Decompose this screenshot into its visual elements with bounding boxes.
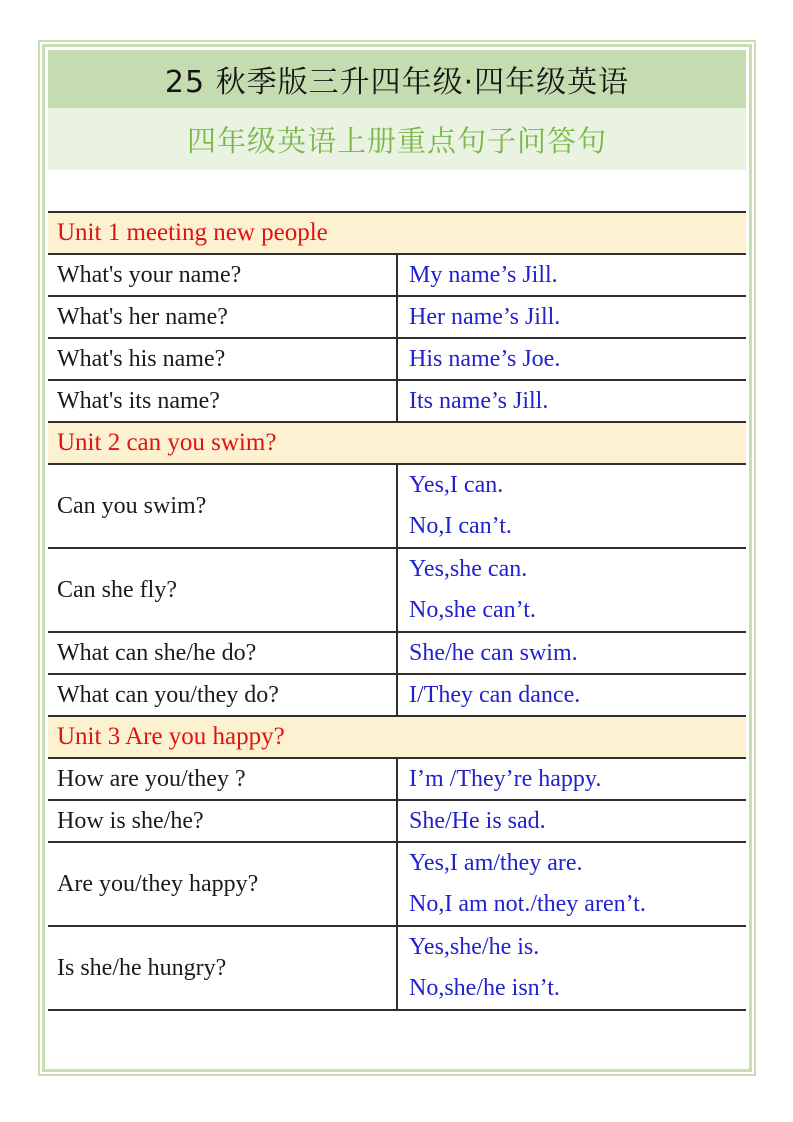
table-row: [48, 674, 746, 716]
answer-line: Yes,I am/they are.: [409, 850, 583, 876]
table-row: [48, 758, 746, 800]
table-row: [48, 296, 746, 338]
answer-cell: She/He is sad.: [397, 800, 746, 842]
page-frame-inner: [42, 44, 752, 1072]
answer-line: No,she can’t.: [409, 597, 536, 623]
answer-cell: [397, 926, 746, 1010]
answer-line: Yes,she/he is.: [409, 934, 540, 960]
question-cell: What's your name?: [48, 254, 397, 296]
table-row: [48, 212, 746, 254]
question-cell: What's his name?: [48, 338, 397, 380]
answer-cell: I/They can dance.: [397, 674, 746, 716]
title-band: [48, 50, 746, 108]
answer-cell: My name’s Jill.: [397, 254, 746, 296]
question-cell: What's her name?: [48, 296, 397, 338]
table-row: [48, 800, 746, 842]
page-frame: [38, 40, 756, 1076]
answer-cell: [397, 842, 746, 926]
answer-cell: She/he can swim.: [397, 632, 746, 674]
subtitle-band: [48, 108, 746, 170]
table-row: [48, 422, 746, 464]
answer-cell: I’m /They’re happy.: [397, 758, 746, 800]
unit-header: Unit 3 Are you happy?: [48, 716, 746, 758]
answer-line: No,she/he isn’t.: [409, 975, 560, 1001]
unit-header: Unit 2 can you swim?: [48, 422, 746, 464]
page-title: 25 秋季版三升四年级·四年级英语: [164, 65, 630, 100]
question-cell: Can you swim?: [48, 464, 397, 548]
table-row: [48, 926, 746, 1010]
answer-cell: His name’s Joe.: [397, 338, 746, 380]
answer-cell: [397, 464, 746, 548]
answer-line: No,I can’t.: [409, 513, 512, 539]
question-cell: What can she/he do?: [48, 632, 397, 674]
table-row: [48, 338, 746, 380]
answer-line: No,I am not./they aren’t.: [409, 891, 646, 917]
table-row: [48, 548, 746, 632]
answer-cell: Her name’s Jill.: [397, 296, 746, 338]
question-cell: Are you/they happy?: [48, 842, 397, 926]
question-cell: What can you/they do?: [48, 674, 397, 716]
question-cell: How is she/he?: [48, 800, 397, 842]
table-row: [48, 716, 746, 758]
question-cell: Is she/he hungry?: [48, 926, 397, 1010]
page-subtitle: 四年级英语上册重点句子问答句: [186, 123, 607, 158]
table-row: [48, 464, 746, 548]
table-row: [48, 380, 746, 422]
table-row: [48, 254, 746, 296]
table-row: [48, 842, 746, 926]
answer-line: Yes,I can.: [409, 472, 504, 498]
question-cell: Can she fly?: [48, 548, 397, 632]
answer-cell: [397, 548, 746, 632]
qa-table: [48, 211, 746, 1011]
question-cell: How are you/they ?: [48, 758, 397, 800]
unit-header: Unit 1 meeting new people: [48, 212, 746, 254]
answer-line: Yes,she can.: [409, 556, 528, 582]
table-row: [48, 632, 746, 674]
answer-cell: Its name’s Jill.: [397, 380, 746, 422]
question-cell: What's its name?: [48, 380, 397, 422]
